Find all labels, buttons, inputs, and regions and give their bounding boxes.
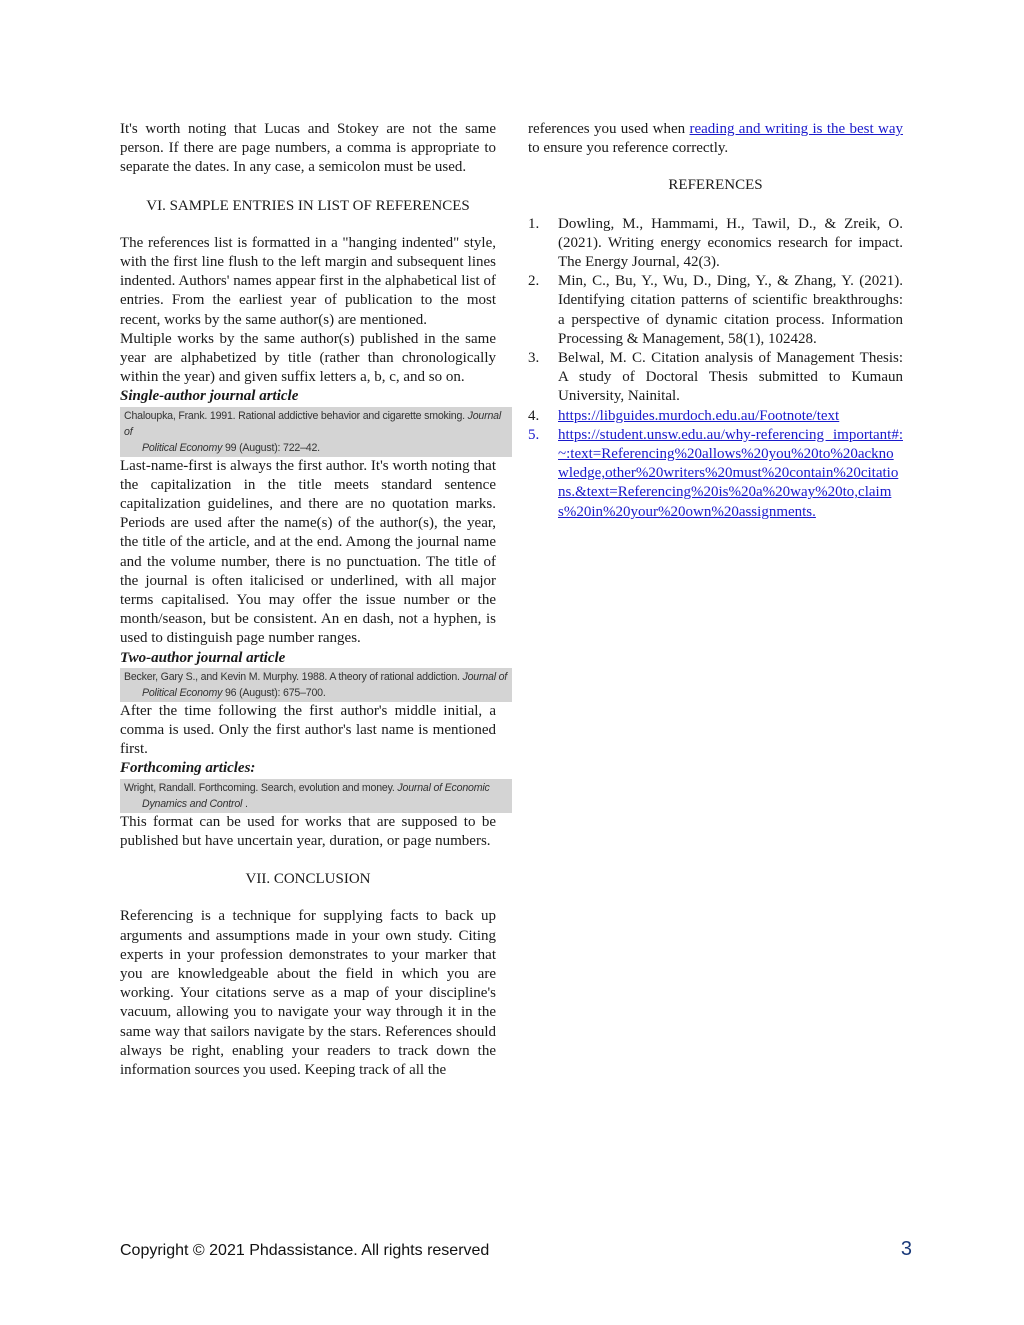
example-journal: Journal of — [124, 409, 501, 438]
subheading-two-author: Two-author journal article — [120, 649, 286, 666]
example-text: Becker, Gary S., and Kevin M. Murphy. 1988. A theory of rational addiction. — [124, 670, 460, 683]
reference-item — [528, 349, 903, 407]
example-text: Wright, Randall. Forthcoming. Search, evolution and money. — [124, 781, 395, 794]
continuation-text-end: to ensure you reference correctly. — [528, 140, 729, 157]
reference-link-murdoch[interactable]: https://libguides.murdoch.edu.au/Footnote/text — [558, 407, 840, 424]
subheading-forthcoming: Forthcoming articles: — [120, 760, 256, 777]
example-text: Chaloupka, Frank. 1991. Rational addictive behavior and cigarette smoking. — [124, 409, 465, 422]
example-journal: Journal of Economic — [397, 781, 490, 794]
paragraph-hanging-indent: The references list is formatted in a "hanging indented" style, with the first line flush to the left margin and subsequent lines indented. Authors' names appear first in the alphabetical list of entries. From the earliest year of publication to the most recent, works by the same author(s) are mentioned. — [120, 234, 496, 328]
paragraph-continuation — [528, 120, 903, 158]
reference-item — [528, 272, 903, 349]
reference-number: 4. — [528, 407, 540, 424]
example-text: 96 (August): 675–700. — [224, 686, 326, 699]
continuation-text-start: references you used when — [528, 121, 686, 137]
reference-number: 2. — [528, 273, 540, 290]
section-heading-conclusion: VII. CONCLUSION — [245, 871, 371, 888]
example-journal: Dynamics and Control — [142, 797, 243, 810]
left-column — [120, 120, 508, 1080]
paragraph-conclusion: Referencing is a technique for supplying facts to back up arguments and assumptions made in your own study. Citing experts in your profession demonstrates to your marker that you are knowledgeable about the field in which you are working. Your citations serve as a map of your discipline's vacuum, allowing you to navigate your way through it in the same way that sailors navigate by the stars. References should always be right, enabling your readers to track down the information sources you used. Keeping track of all the — [120, 908, 496, 1078]
example-text: . — [244, 797, 248, 810]
section-heading-sample-entries: VI. SAMPLE ENTRIES IN LIST OF REFERENCES — [146, 197, 470, 214]
reference-text: Dowling, M., Hammami, H., Tawil, D., & Zreik, O. (2021). Writing energy economics research for impact. The Energy Journal, 42(3). — [558, 215, 903, 271]
paragraph-comma-after-initial: After the time following the first author's middle initial, a comma is used. Only the first author's last name is mentioned first. — [120, 702, 496, 758]
example-journal: Political Economy — [142, 686, 223, 699]
reading-writing-link[interactable]: reading and writing is the best way — [689, 121, 903, 137]
reference-item — [528, 215, 903, 273]
paragraph-format-usage: This format can be used for works that are supposed to be published but have uncertain year, duration, or page numbers. — [120, 813, 496, 849]
reference-number: 5. — [528, 426, 540, 443]
reference-item — [528, 426, 903, 522]
example-journal: Journal of — [462, 670, 508, 683]
references-list — [528, 215, 903, 522]
example-forthcoming — [120, 779, 512, 813]
reference-text: Belwal, M. C. Citation analysis of Management Thesis: A study of Doctoral Thesis submitted to Kumaun University, Nainital. — [558, 350, 903, 405]
example-text: 99 (August): 722–42. — [224, 441, 320, 454]
example-journal: Political Economy — [142, 441, 223, 454]
example-two-author — [120, 668, 512, 702]
page-footer — [120, 1238, 912, 1260]
reference-link-unsw[interactable]: https://student.unsw.edu.au/why-referencing important#:~:text=Referencing%20allows%20you%20to%20acknowledge,other%20writers%20must%20contain%20citations.&text=Referencing%20is%20a%20way%20to,claims%20in%20your%20own%20assignments. — [558, 426, 903, 520]
paragraph-lucas-stokey: It's worth noting that Lucas and Stokey are not the same person. If there are page numbers, a comma is appropriate to separate the dates. In any case, a semicolon must be used. — [120, 121, 496, 176]
reference-text: Min, C., Bu, Y., Wu, D., Ding, Y., & Zhang, Y. (2021). Identifying citation patterns of scientific breakthroughs: a perspective of dynamic citation process. Information Processing & Management, 58(1), 102428. — [558, 273, 903, 347]
reference-number: 1. — [528, 215, 540, 232]
copyright-notice: Copyright © 2021 Phdassistance. All rights reserved — [120, 1242, 490, 1259]
reference-item — [528, 407, 903, 426]
reference-number: 3. — [528, 350, 540, 367]
paragraph-last-name-first: Last-name-first is always the first author. It's worth noting that the capitalization in the title meets standard sentence capitalization guidelines, and there are no quotation marks. Periods are used after the name(s) of the author(s), the year, the title of the article, and at the end. Among the journal name and the volume number, there is no punctuation. The title of the journal is often italicised or underlined, with all major terms capitalised. You may offer the issue number or the month/season, but be consistent. An en dash, not a hyphen, is used to distinguish page number ranges. — [120, 457, 496, 647]
references-heading: REFERENCES — [668, 177, 763, 194]
example-single-author — [120, 407, 512, 457]
subheading-single-author: Single-author journal article — [120, 388, 299, 405]
paragraph-multiple-works: Multiple works by the same author(s) published in the same year are alphabetized by title (rather than chronologically within the year) and given suffix letters a, b, c, and so on. — [120, 330, 496, 386]
right-column — [528, 120, 903, 522]
page-number: 3 — [900, 1238, 912, 1260]
